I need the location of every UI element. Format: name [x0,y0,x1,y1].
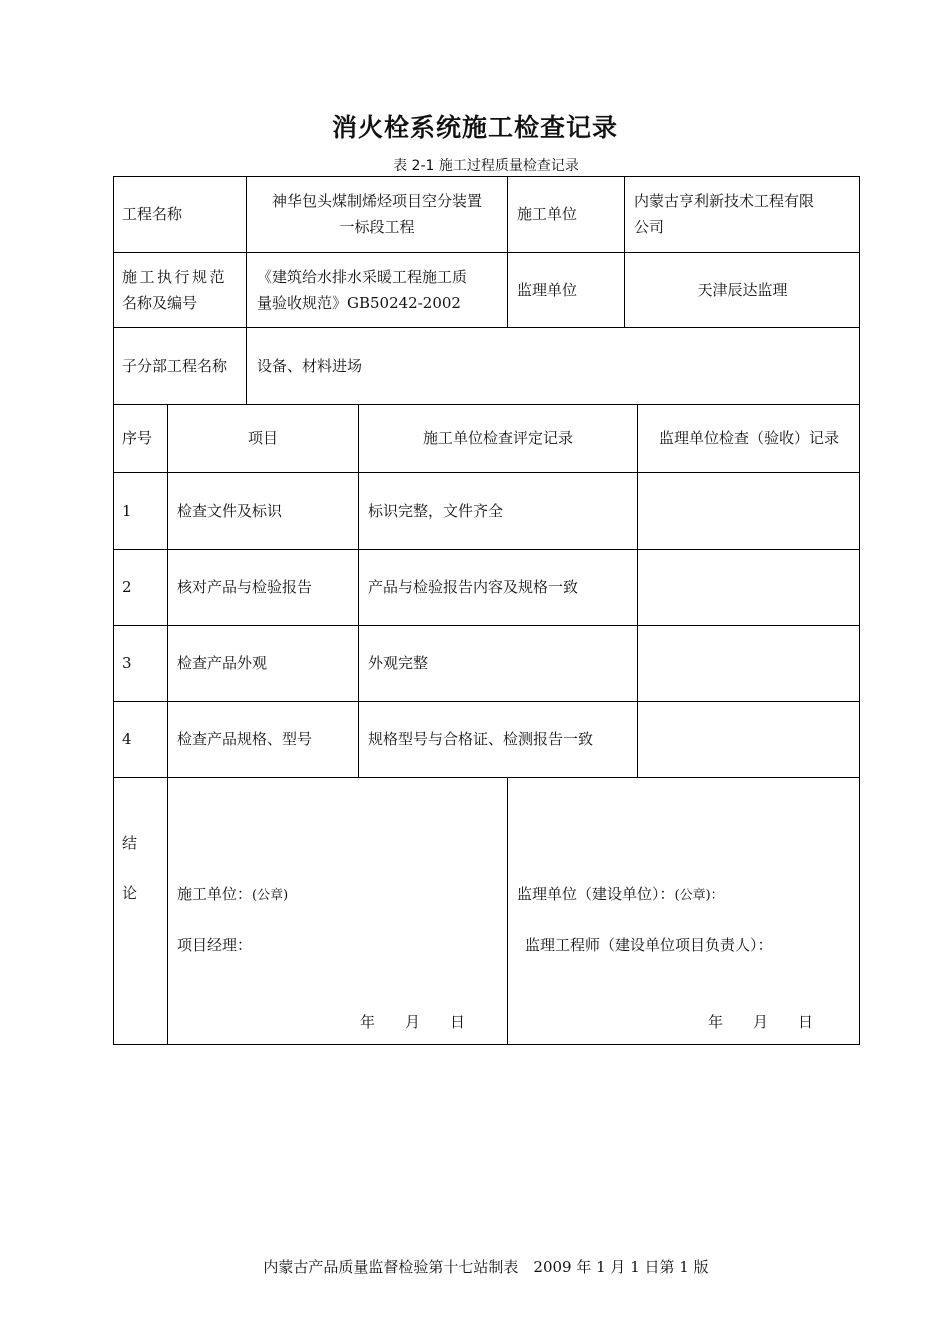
col-header-supervisor-record: 监理单位检查（验收）记录 [658,429,839,447]
conclusion-label: 结 论 [122,834,138,902]
supervisor-engineer-sign: 监理工程师（建设单位项目负责人）： [525,936,773,954]
project-manager-sign: 项目经理： [177,936,253,954]
table-row-item: 检查文件及标识 [177,502,283,520]
supervisor-unit-sign: 监理单位（建设单位）：(公章)： [517,885,724,903]
contractor-value: 内蒙古亨利新技术工程有限 公司 [634,192,815,236]
standard-label: 施工执行规范 名称及编号 [122,268,228,312]
footer-note: 内蒙古产品质量监督检验第十七站制表 2009 年 1 月 1 日第 1 版 [263,1258,709,1276]
table-row-no: 2 [122,578,132,596]
col-divider [507,777,508,1045]
contractor-unit-sign: 施工单位：(公章) [177,885,289,903]
supervisor-label: 监理单位 [517,281,578,299]
subdivision-value: 设备、材料进场 [257,357,363,375]
table-row-record: 外观完整 [368,654,429,672]
page-title: 消火栓系统施工检查记录 [331,113,618,142]
contractor-date: 年 月 日 [360,1013,466,1031]
table-row-item: 检查产品外观 [177,654,268,672]
col-header-no: 序号 [122,429,153,447]
table-row-item: 核对产品与检验报告 [177,578,313,596]
table-row-no: 3 [122,654,132,672]
supervisor-date: 年 月 日 [708,1013,814,1031]
col-divider [167,404,168,1045]
table-row-item: 检查产品规格、型号 [177,730,313,748]
col-header-contractor-record: 施工单位检查评定记录 [422,429,573,447]
table-row-supervision [648,701,858,777]
form-subtitle: 表 2-1 施工过程质量检查记录 [393,158,579,174]
table-row-no: 1 [122,502,132,520]
standard-value: 《建筑给水排水采暖工程施工质 量验收规范》GB50242-2002 [257,268,468,312]
table-row-supervision [648,625,858,701]
subdivision-label: 子分部工程名称 [122,357,228,375]
supervisor-value: 天津辰达监理 [697,281,788,299]
table-row-record: 产品与检验报告内容及规格一致 [368,578,579,596]
project-name-value: 神华包头煤制烯烃项目空分装置 一标段工程 [271,192,482,236]
table-row-supervision [648,549,858,625]
row-divider [113,777,860,778]
table-row-no: 4 [122,730,132,748]
contractor-label: 施工单位 [517,205,578,223]
project-name-label: 工程名称 [122,205,183,223]
col-header-item: 项目 [247,429,278,447]
table-row-supervision [648,473,858,549]
table-row-record: 标识完整，文件齐全 [368,502,504,520]
col-divider [507,176,508,328]
table-row-record: 规格型号与合格证、检测报告一致 [368,730,594,748]
